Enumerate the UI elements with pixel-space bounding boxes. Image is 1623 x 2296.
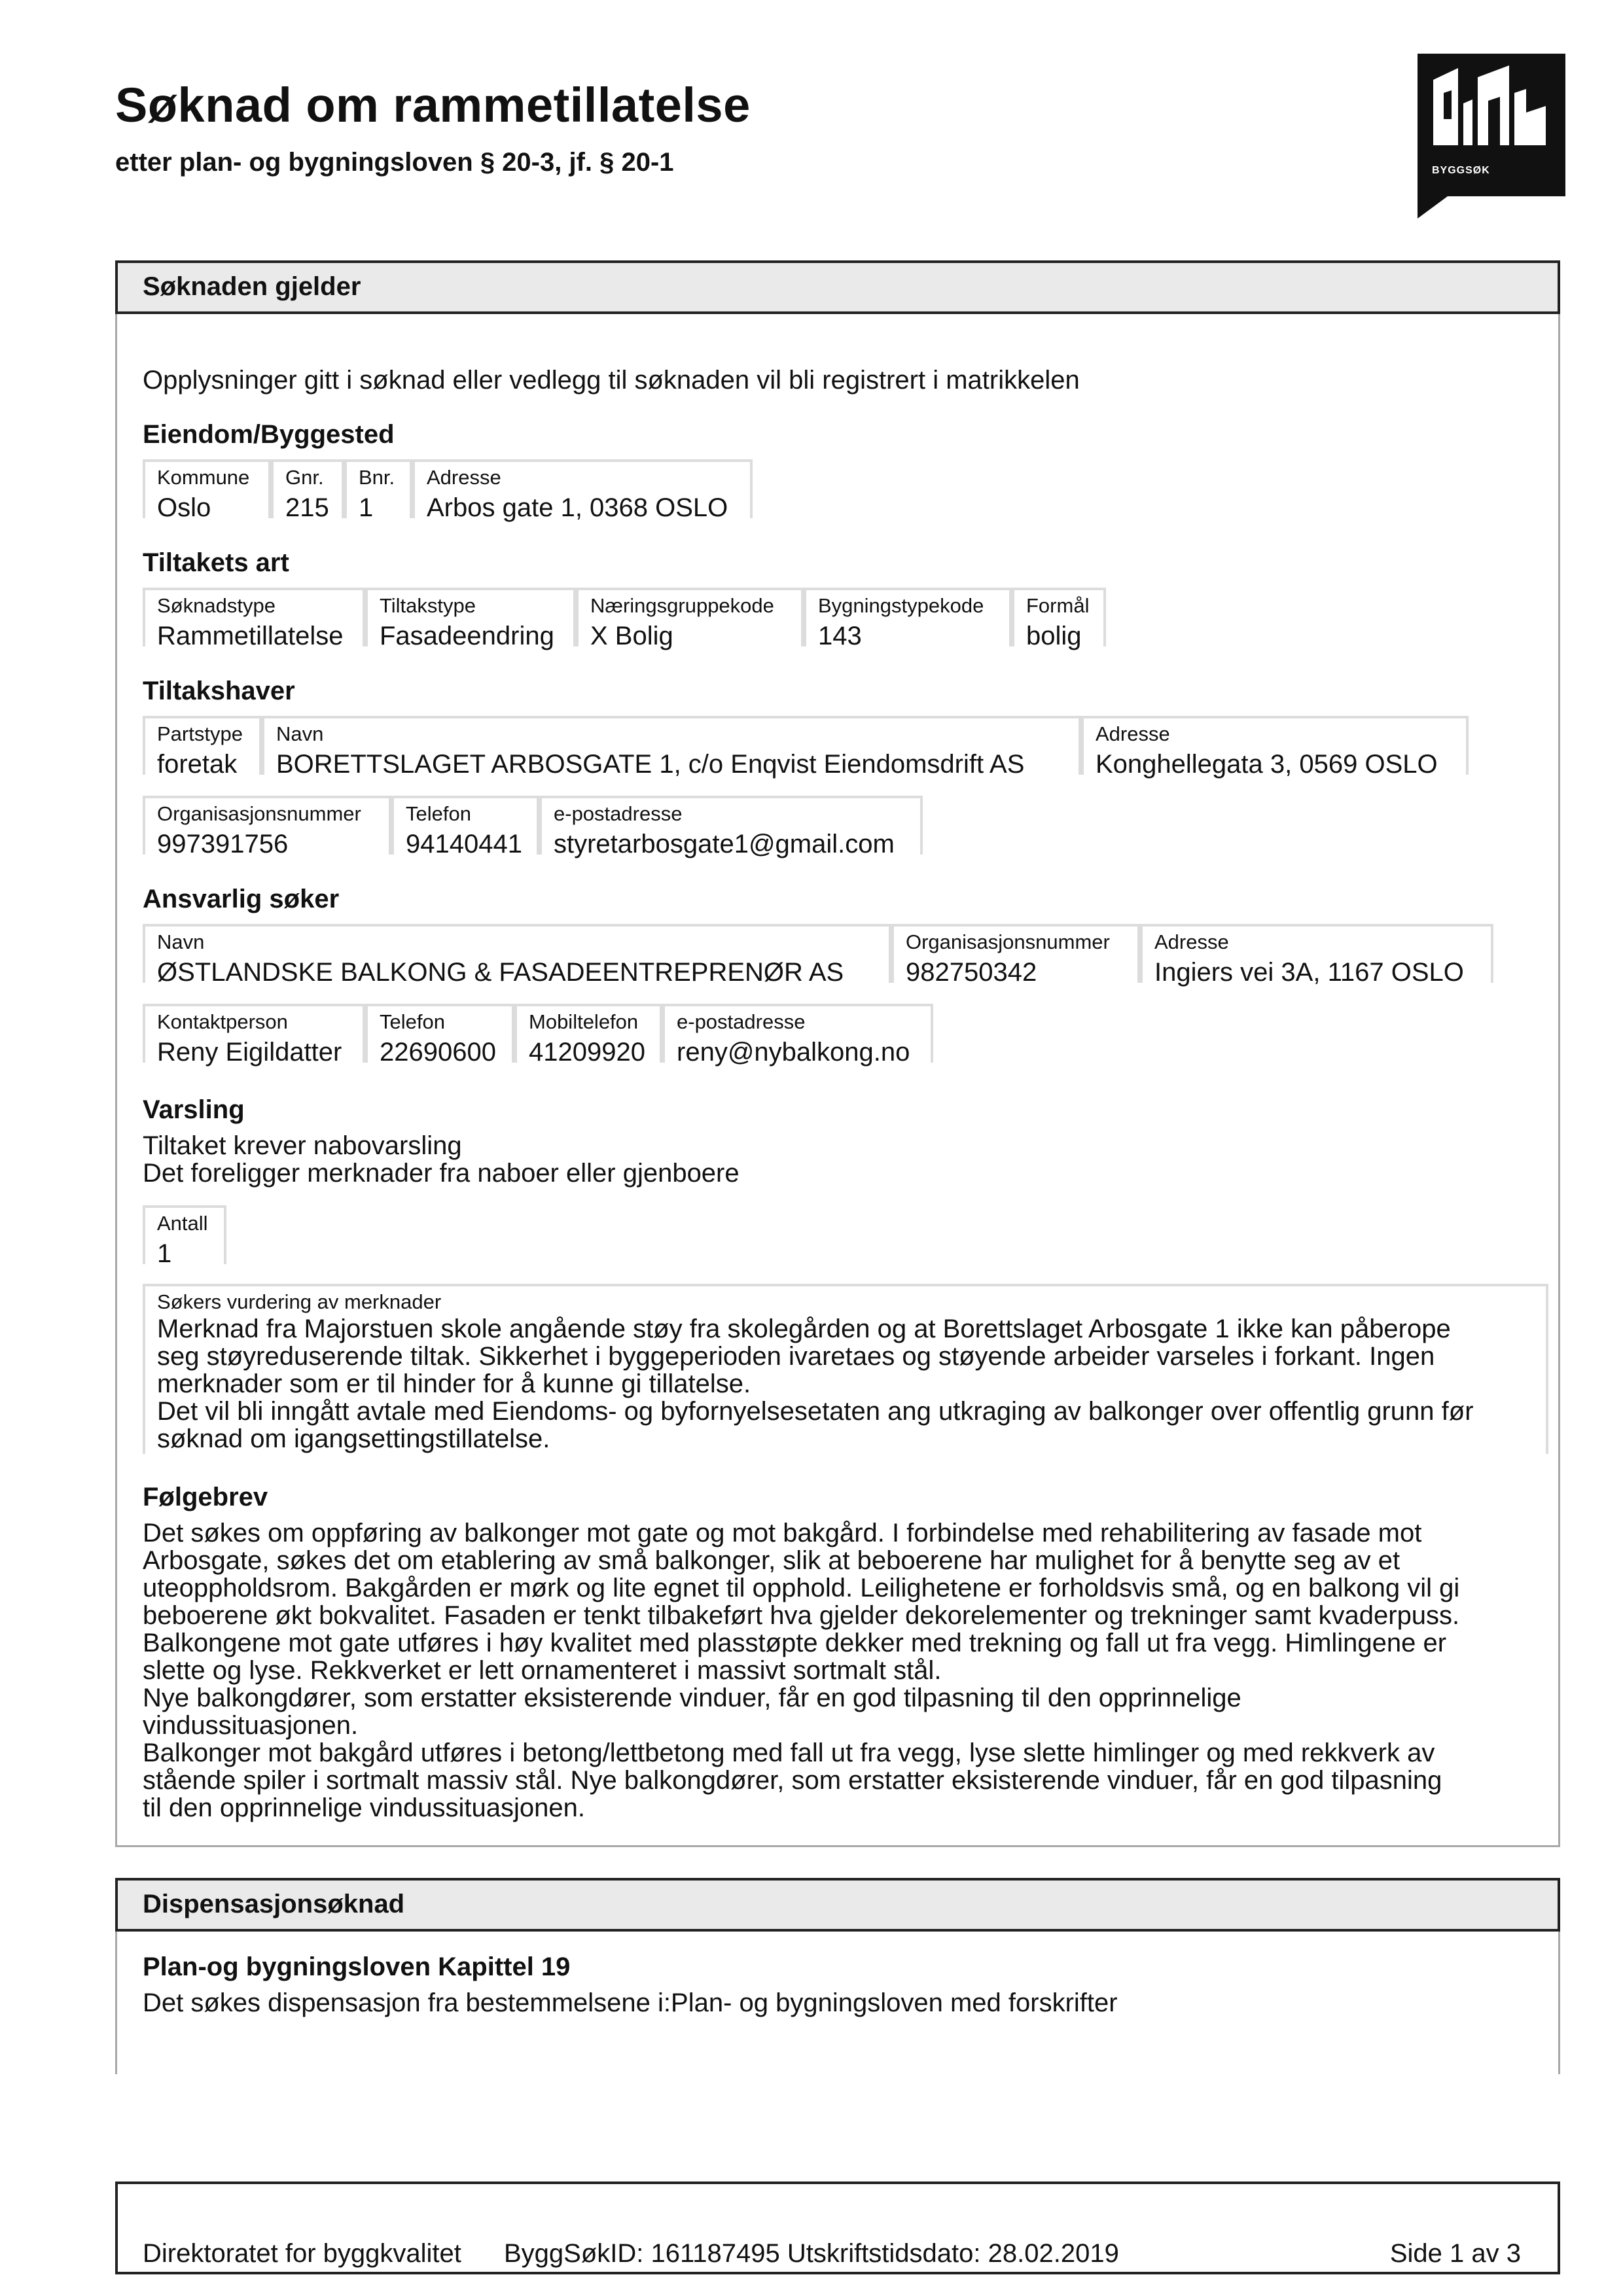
field-kommune (143, 459, 271, 522)
vurdering-text: Merknad fra Majorstuen skole angående støy fra skolegården og at Borettslaget Arbosgate 1 ikke kan påberope seg støyreduserende tiltak. Sikkerhet i byggeperioden ivaretaes og støyende arbeider varseles i forkant. Ingen merknader som er til hinder for å kunne gi tillatelse. Det vil bli inngått avtale med Eiendoms- og byfornyelsesetaten ang utkraging av balkonger over offentlig grunn før søknad om igangsettingstillatelse. (157, 1315, 1474, 1453)
field-label: Organisasjonsnummer (157, 802, 361, 825)
field-value: styretarbosgate1@gmail.com (554, 830, 895, 858)
field-label: Tiltakstype (380, 594, 476, 617)
field-label: Organisasjonsnummer (906, 930, 1110, 953)
field-value: reny@nybalkong.no (677, 1038, 910, 1067)
ansvarlig-heading: Ansvarlig søker (143, 885, 340, 913)
field-label: Adresse (1096, 722, 1170, 745)
field-value: 215 (285, 493, 329, 522)
field-bygningstype (804, 588, 1012, 650)
field-label: Formål (1026, 594, 1090, 617)
field-value: X Bolig (590, 622, 673, 650)
byggsok-logo (1418, 54, 1565, 196)
field-antall (143, 1205, 226, 1268)
field-value: Ingiers vei 3A, 1167 OSLO (1154, 958, 1464, 987)
field-tiltakshaver-navn (262, 716, 1081, 779)
dispensasjon-heading: Dispensasjonsøknad (115, 1878, 1560, 1932)
field-adresse (412, 459, 753, 522)
field-gnr (271, 459, 344, 522)
field-tiltakshaver-epost (539, 796, 923, 858)
field-value: Reny Eigildatter (157, 1038, 342, 1067)
field-label: Adresse (1154, 930, 1229, 953)
field-ansvarlig-navn (143, 924, 891, 987)
field-label: e-postadresse (554, 802, 683, 825)
field-ansvarlig-epost (662, 1004, 933, 1067)
field-label: Navn (276, 722, 324, 745)
field-label: Partstype (157, 722, 243, 745)
dispensasjon-text: Det søkes dispensasjon fra bestemmelsene i:Plan- og bygningsloven med forskrifter (143, 1988, 1118, 2017)
field-label: Kontaktperson (157, 1010, 288, 1033)
varsling-heading: Varsling (143, 1095, 245, 1124)
field-partstype (143, 716, 262, 779)
dispensasjon-subheading: Plan-og bygningsloven Kapittel 19 (143, 1952, 571, 1981)
field-label: Bygningstypekode (818, 594, 984, 617)
varsling-line-1: Tiltaket krever nabovarsling (143, 1131, 462, 1160)
field-ansvarlig-adresse (1140, 924, 1493, 987)
field-value: foretak (157, 750, 238, 779)
page-footer (115, 2181, 1560, 2274)
field-value: ØSTLANDSKE BALKONG & FASADEENTREPRENØR AS (157, 958, 844, 987)
field-label: Antall (157, 1212, 208, 1235)
page-subtitle: etter plan- og bygningsloven § 20-3, jf. § 20-1 (115, 148, 674, 177)
tiltak-heading: Tiltakets art (143, 548, 289, 577)
folgebrev-text: Det søkes om oppføring av balkonger mot gate og mot bakgård. I forbindelse med rehabilitering av fasade mot Arbosgate, søkes det om etablering av små balkonger, slik at beboerene har mulighet for å benytte seg av et uteoppholdsrom. Bakgården er mørk og lite egnet til opphold. Leilighetene er forholdsvis små, og en balkong vil gi beboerene økt bokvalitet. Fasaden er tenkt tilbakeført hva gjelder dekorelementer og trekninger samt kvaderpuss. Balkongene mot gate utføres i høy kvalitet med plasstøpte dekker med trekning og fall ut fra vegg. Himlingene er slette og lyse. Rekkverket er lett ornamenteret i massivt sortmalt stål. Nye balkongdører, som erstatter eksisterende vinduer, får en god tilpasning til den opprinnelige vindussituasjonen. Balkonger mot bakgård utføres i betong/lettbetong med fall ut fra vegg, lyse slette himlinger og med rekkverk av stående spiler i sortmalt massiv stål. Nye balkongdører, som erstatter eksisterende vinduer, får en god tilpasning til den opprinnelige vindussituasjonen. (143, 1519, 1460, 1822)
field-value: 997391756 (157, 830, 289, 858)
field-label: Bnr. (359, 466, 395, 489)
field-value: 143 (818, 622, 862, 650)
field-tiltakshaver-orgnr (143, 796, 391, 858)
tiltakshaver-heading: Tiltakshaver (143, 677, 295, 705)
soknaden-heading: Søknaden gjelder (115, 260, 1560, 314)
field-value: 41209920 (529, 1038, 645, 1067)
field-tiltakstype (365, 588, 576, 650)
field-formal (1012, 588, 1106, 650)
field-ansvarlig-telefon (365, 1004, 514, 1067)
eiendom-heading: Eiendom/Byggested (143, 420, 395, 449)
varsling-line-2: Det foreligger merknader fra naboer eller gjenboere (143, 1159, 740, 1188)
field-value: Rammetillatelse (157, 622, 344, 650)
field-value: 1 (359, 493, 374, 522)
field-naeringsgruppe (576, 588, 804, 650)
intro-text: Opplysninger gitt i søknad eller vedlegg til søknaden vil bli registrert i matrikkelen (143, 366, 1080, 395)
field-value: Fasadeendring (380, 622, 554, 650)
field-value: 22690600 (380, 1038, 496, 1067)
field-label: Kommune (157, 466, 250, 489)
building-logo-icon (1418, 54, 1565, 158)
field-tiltakshaver-telefon (391, 796, 539, 858)
field-mobiltelefon (514, 1004, 662, 1067)
field-label: Næringsgruppekode (590, 594, 774, 617)
footer-org: Direktoratet for byggkvalitet (143, 2239, 461, 2268)
footer-id-date: ByggSøkID: 161187495 Utskriftstidsdato: 28.02.2019 (504, 2239, 1119, 2268)
field-label: Navn (157, 930, 205, 953)
field-kontaktperson (143, 1004, 365, 1067)
field-label: Gnr. (285, 466, 324, 489)
field-label: Telefon (406, 802, 471, 825)
field-value: Konghellegata 3, 0569 OSLO (1096, 750, 1438, 779)
field-value: bolig (1026, 622, 1082, 650)
field-value: 1 (157, 1239, 172, 1268)
field-label: Mobiltelefon (529, 1010, 639, 1033)
logo-tail (1418, 196, 1448, 219)
field-value: Oslo (157, 493, 211, 522)
page-title: Søknad om rammetillatelse (115, 78, 751, 132)
field-label: Søknadstype (157, 594, 276, 617)
field-label: e-postadresse (677, 1010, 806, 1033)
field-label: Adresse (427, 466, 501, 489)
field-tiltakshaver-adresse (1081, 716, 1469, 779)
field-soknadstype (143, 588, 365, 650)
field-label: Telefon (380, 1010, 445, 1033)
field-value: Arbos gate 1, 0368 OSLO (427, 493, 728, 522)
field-value: 94140441 (406, 830, 522, 858)
footer-page-number: Side 1 av 3 (1389, 2239, 1521, 2268)
field-value: 982750342 (906, 958, 1037, 987)
field-label: Søkers vurdering av merknader (157, 1290, 442, 1313)
folgebrev-heading: Følgebrev (143, 1483, 268, 1511)
field-value: BORETTSLAGET ARBOSGATE 1, c/o Enqvist Eiendomsdrift AS (276, 750, 1025, 779)
field-bnr (344, 459, 412, 522)
field-ansvarlig-orgnr (891, 924, 1140, 987)
logo-text: BYGGSØK (1432, 165, 1490, 176)
